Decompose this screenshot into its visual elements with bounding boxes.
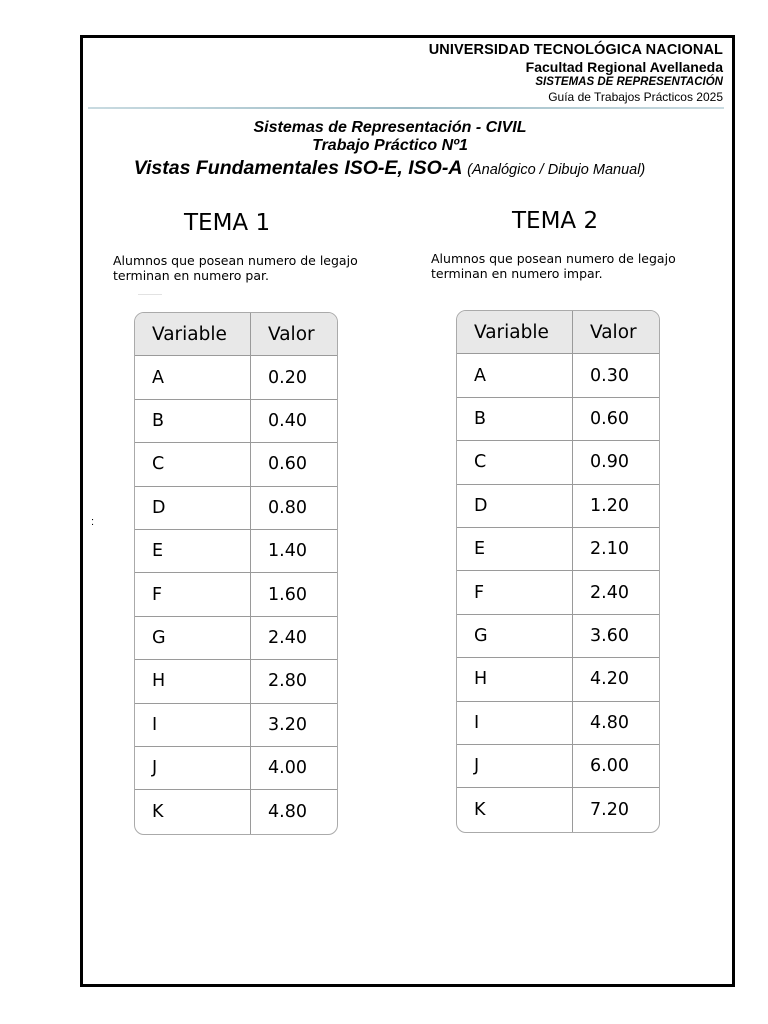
value-cell: 2.80 xyxy=(251,660,337,703)
tema2-description-line2: terminan en numero impar. xyxy=(431,266,603,281)
table-row xyxy=(135,790,337,833)
variable-cell: F xyxy=(457,571,573,614)
variable-cell: A xyxy=(457,354,573,397)
margin-mark: : xyxy=(91,516,95,528)
variable-cell: H xyxy=(457,658,573,701)
table-row xyxy=(135,530,337,573)
faculty-name: Facultad Regional Avellaneda xyxy=(525,59,723,75)
variable-cell: K xyxy=(135,790,251,833)
tema1-heading: TEMA 1 xyxy=(184,210,271,236)
table-row xyxy=(135,747,337,790)
value-cell: 4.80 xyxy=(573,702,659,745)
value-cell: 0.30 xyxy=(573,354,659,397)
column-header-valor: Valor xyxy=(251,313,337,356)
variable-cell: E xyxy=(135,530,251,573)
variable-cell: C xyxy=(457,441,573,484)
table-row xyxy=(135,617,337,660)
header-divider xyxy=(88,107,724,109)
variable-cell: F xyxy=(135,573,251,616)
topic-title xyxy=(80,157,699,180)
tema1-description xyxy=(113,253,363,283)
table-row xyxy=(135,443,337,486)
variable-cell: H xyxy=(135,660,251,703)
tema2-heading: TEMA 2 xyxy=(512,208,599,234)
variable-cell: D xyxy=(135,487,251,530)
variable-cell: B xyxy=(135,400,251,443)
value-cell: 7.20 xyxy=(590,799,629,820)
assignment-title: Trabajo Práctico Nº1 xyxy=(312,137,468,154)
value-cell: 0.20 xyxy=(251,356,337,399)
value-cell: 3.20 xyxy=(251,704,337,747)
value-cell: 4.20 xyxy=(573,658,659,701)
value-cell: 4.00 xyxy=(251,747,337,790)
tema1-table xyxy=(134,312,338,835)
variable-cell: G xyxy=(457,615,573,658)
value-cell: 2.40 xyxy=(573,571,659,614)
tema2-description xyxy=(431,251,681,281)
university-name: UNIVERSIDAD TECNOLÓGICA NACIONAL xyxy=(428,42,723,58)
value-cell: 4.80 xyxy=(268,801,307,822)
table-header-row xyxy=(457,311,659,354)
variable-cell: G xyxy=(135,617,251,660)
variable-cell: J xyxy=(457,745,573,788)
value-cell: 0.60 xyxy=(251,443,337,486)
variable-cell: K xyxy=(457,788,573,831)
variable-cell: A xyxy=(135,356,251,399)
table-row xyxy=(457,485,659,528)
variable-cell: I xyxy=(457,702,573,745)
table-row xyxy=(457,354,659,397)
tema1-description-line1: Alumnos que posean numero de legajo xyxy=(113,253,358,268)
table-row xyxy=(135,400,337,443)
table-row xyxy=(135,660,337,703)
tema1-description-line2: terminan en numero par. xyxy=(113,268,269,283)
table-row xyxy=(457,441,659,484)
table-row xyxy=(457,788,659,831)
value-cell: 1.20 xyxy=(573,485,659,528)
value-cell: 1.40 xyxy=(251,530,337,573)
subject-name: SISTEMAS DE REPRESENTACIÓN xyxy=(535,76,723,88)
value-cell: 2.10 xyxy=(573,528,659,571)
value-cell: 0.90 xyxy=(573,441,659,484)
table-row xyxy=(135,704,337,747)
variable-cell: E xyxy=(457,528,573,571)
variable-cell: D xyxy=(457,485,573,528)
table-row xyxy=(457,658,659,701)
table-row xyxy=(457,615,659,658)
topic-note: (Analógico / Dibujo Manual) xyxy=(467,162,646,178)
value-cell: 0.40 xyxy=(251,400,337,443)
faint-mark xyxy=(138,294,162,295)
value-cell: 3.60 xyxy=(573,615,659,658)
tema2-table xyxy=(456,310,660,833)
variable-cell: J xyxy=(135,747,251,790)
table-row xyxy=(135,487,337,530)
table-header-row xyxy=(135,313,337,356)
table-row xyxy=(457,745,659,788)
value-cell: 1.60 xyxy=(251,573,337,616)
table-row xyxy=(457,702,659,745)
column-header-valor: Valor xyxy=(573,311,659,354)
table-row xyxy=(457,528,659,571)
table-row xyxy=(135,356,337,399)
table-row xyxy=(457,398,659,441)
value-cell: 0.60 xyxy=(573,398,659,441)
variable-cell: B xyxy=(457,398,573,441)
course-title: Sistemas de Representación - CIVIL xyxy=(253,119,527,136)
column-header-variable: Variable xyxy=(135,313,251,356)
value-cell: 6.00 xyxy=(573,745,659,788)
variable-cell: C xyxy=(135,443,251,486)
column-header-variable: Variable xyxy=(457,311,573,354)
tema2-description-line1: Alumnos que posean numero de legajo xyxy=(431,251,676,266)
value-cell: 2.40 xyxy=(251,617,337,660)
value-cell: 0.80 xyxy=(251,487,337,530)
variable-cell: I xyxy=(135,704,251,747)
topic-main: Vistas Fundamentales ISO-E, ISO-A xyxy=(133,157,462,179)
guide-title: Guía de Trabajos Prácticos 2025 xyxy=(548,90,723,104)
table-row xyxy=(135,573,337,616)
table-row xyxy=(457,571,659,614)
